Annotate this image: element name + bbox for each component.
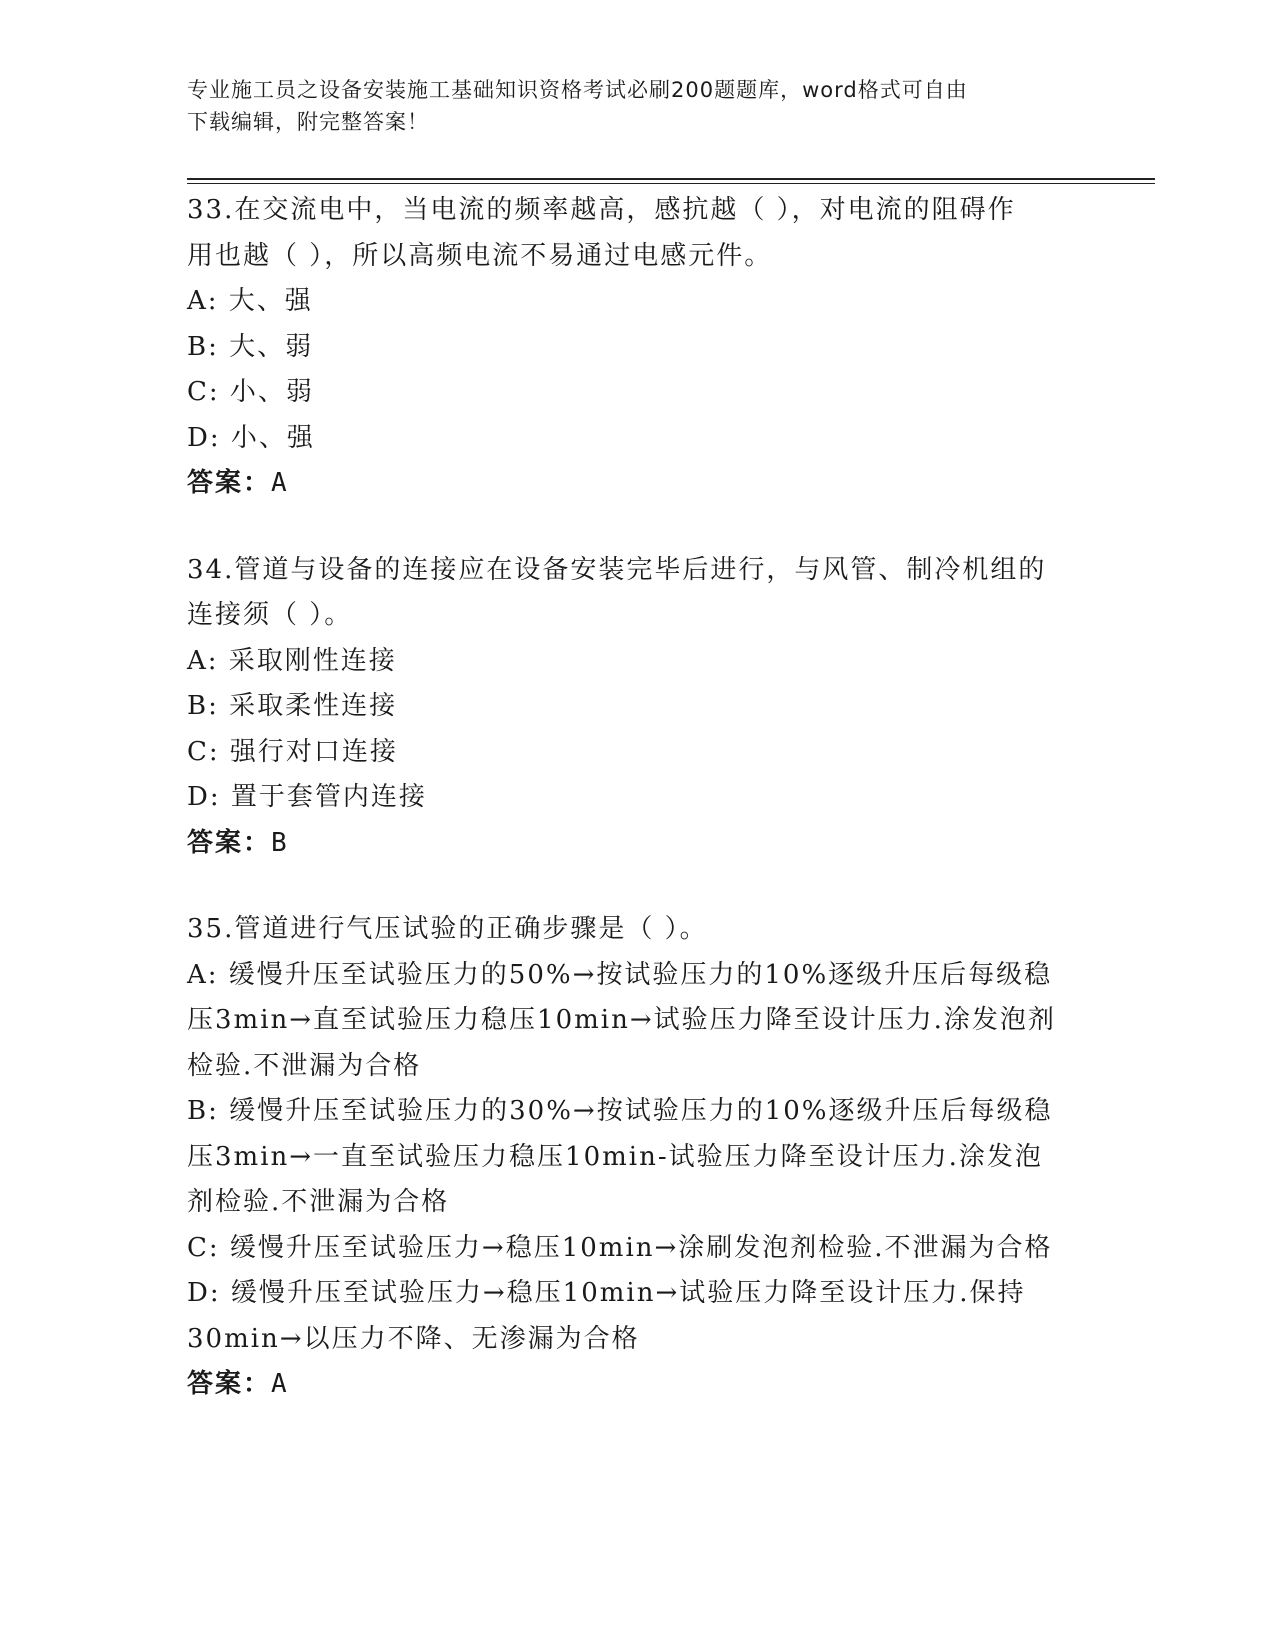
question-stem-line: 33.在交流电中，当电流的频率越高，感抗越（ ），对电流的阻碍作 (187, 195, 1016, 225)
option-b: B: 采取柔性连接 (187, 691, 398, 721)
option-d: D: 小、强 (187, 422, 315, 453)
option-b-line: 压3min→一直至试验压力稳压10min-试验压力降至设计压力.涂发泡 (187, 1141, 1043, 1172)
answer-line (187, 1362, 1087, 1408)
answer-value: A (271, 468, 289, 498)
answer-line (187, 821, 1087, 867)
option-c: C: 强行对口连接 (187, 736, 398, 767)
answer-label: 答案： (187, 468, 272, 498)
answer-value: B (271, 827, 289, 858)
question-34 (187, 548, 1087, 867)
option-b: B: 大、弱 (187, 331, 314, 362)
header-line-2: 下载编辑，附完整答案！ (187, 110, 429, 134)
question-stem-line: 连接须（ ）。 (187, 600, 353, 630)
answer-line (187, 461, 1087, 507)
option-a-line: A: 缓慢升压至试验压力的50%→按试验压力的10%逐级升压后每级稳 (187, 959, 1053, 990)
header-divider-thin (187, 183, 1155, 184)
question-stem-line: 用也越（ ），所以高频电流不易通过电感元件。 (187, 240, 773, 271)
question-stem-line: 34.管道与设备的连接应在设备安装完毕后进行，与风管、制冷机组的 (187, 554, 1047, 585)
page-header (187, 74, 1087, 138)
option-b-line: B: 缓慢升压至试验压力的30%→按试验压力的10%逐级升压后每级稳 (187, 1096, 1053, 1126)
question-stem-line: 35.管道进行气压试验的正确步骤是（ ）。 (187, 914, 708, 944)
option-a-line: 检验.不泄漏为合格 (187, 1050, 422, 1081)
option-a: A: 大、强 (187, 286, 313, 316)
option-d: D: 置于套管内连接 (187, 782, 427, 812)
question-35 (187, 907, 1087, 1408)
answer-value: A (271, 1369, 289, 1399)
option-d-line: 30min→以压力不降、无渗漏为合格 (187, 1323, 640, 1354)
option-c: C: 小、弱 (187, 377, 314, 407)
option-a: A: 采取刚性连接 (187, 645, 397, 676)
answer-label: 答案： (187, 827, 272, 858)
option-b-line: 剂检验.不泄漏为合格 (187, 1187, 450, 1217)
header-line-1: 专业施工员之设备安装施工基础知识资格考试必刷200题题库，word格式可自由 (187, 78, 968, 102)
question-33 (187, 188, 1087, 507)
header-divider-thick (187, 178, 1155, 180)
answer-label: 答案： (187, 1369, 272, 1399)
option-c-line: C: 缓慢升压至试验压力→稳压10min→涂刷发泡剂检验.不泄漏为合格 (187, 1232, 1053, 1263)
question-list (187, 188, 1087, 1449)
option-a-line: 压3min→直至试验压力稳压10min→试验压力降至设计压力.涂发泡剂 (187, 1005, 1056, 1035)
option-d-line: D: 缓慢升压至试验压力→稳压10min→试验压力降至设计压力.保持 (187, 1278, 1026, 1308)
